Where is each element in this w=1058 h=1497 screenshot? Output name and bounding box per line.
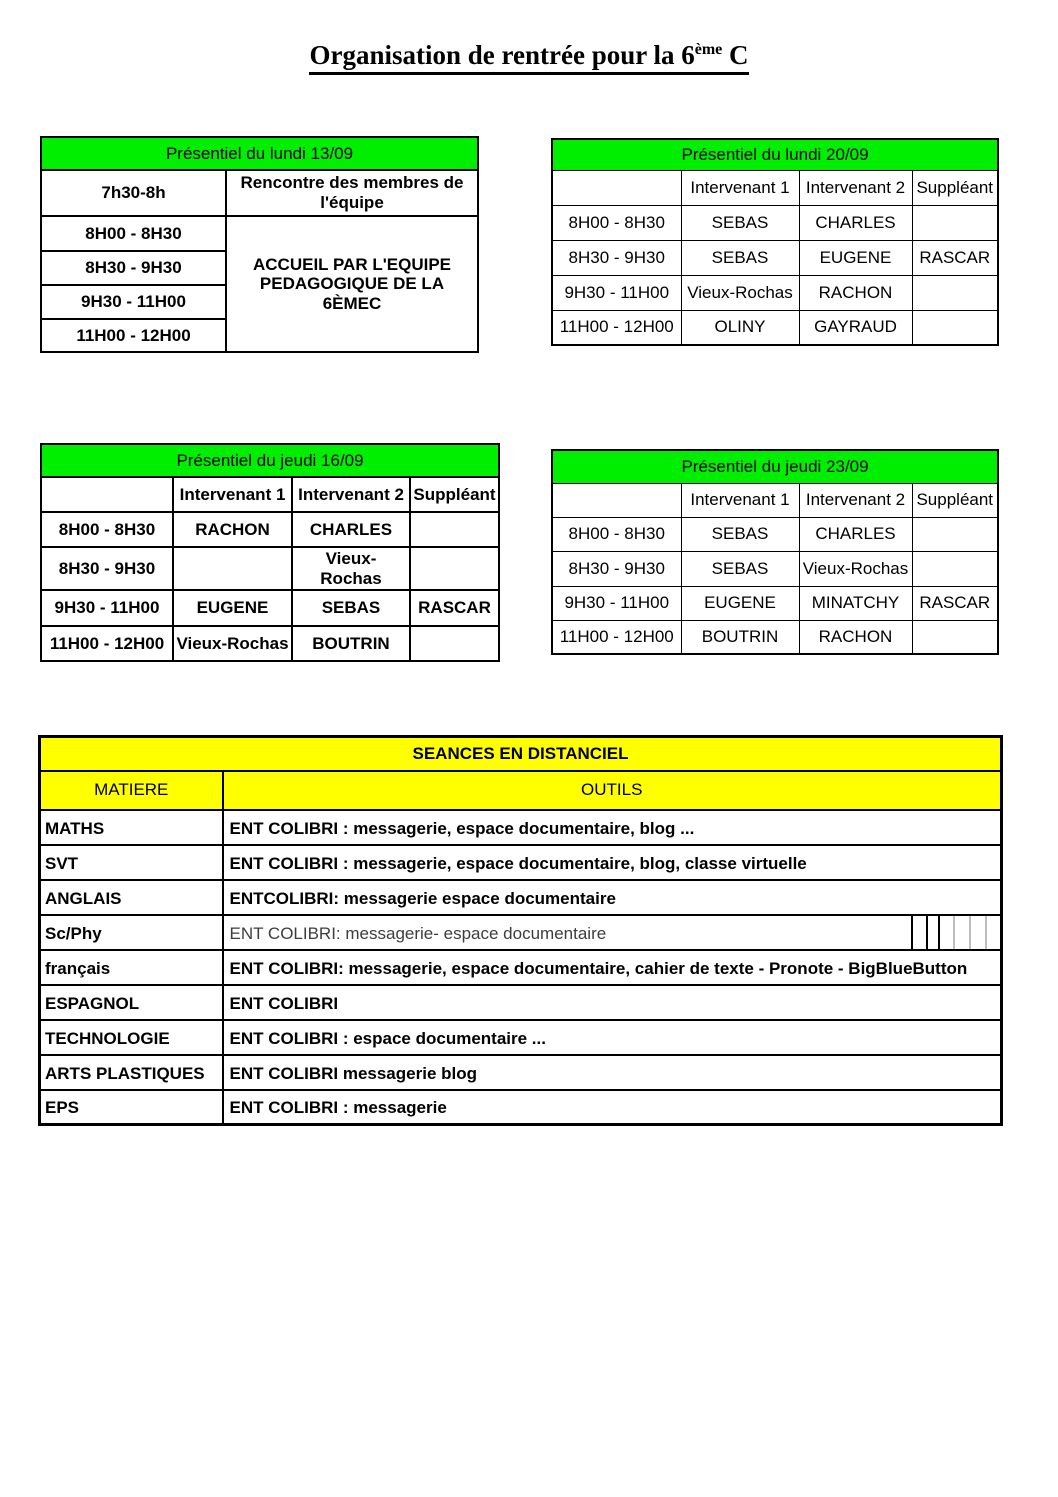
column-header-intervenant1: Intervenant 1 <box>681 170 799 205</box>
column-header-intervenant1: Intervenant 1 <box>681 483 799 517</box>
outils-cell: ENT COLIBRI : messagerie, espace documentaire, blog, classe virtuelle <box>223 845 1002 880</box>
intervenant2-cell: RACHON <box>799 620 912 654</box>
empty-mini-cells <box>911 916 1000 949</box>
suppleant-cell <box>912 620 998 654</box>
column-header-row <box>41 477 499 512</box>
outils-cell: ENT COLIBRI : messagerie <box>223 1090 1002 1125</box>
page-title <box>0 40 1058 75</box>
table-row <box>41 216 478 251</box>
time-cell: 8H30 - 9H30 <box>41 251 226 285</box>
intervenant1-cell <box>173 547 292 590</box>
intervenant1-cell: SEBAS <box>681 517 799 551</box>
suppleant-cell: RASCAR <box>912 240 998 275</box>
outils-cell: ENT COLIBRI messagerie blog <box>223 1055 1002 1090</box>
column-header-row <box>552 170 998 205</box>
matiere-cell: français <box>40 950 223 985</box>
intervenant2-cell: Vieux-Rochas <box>292 547 410 590</box>
time-cell: 9H30 - 11H00 <box>552 586 681 620</box>
table-title-row <box>40 737 1002 771</box>
table-row <box>41 170 478 216</box>
table-row <box>552 551 998 586</box>
table-header: Présentiel du lundi 13/09 <box>41 137 478 170</box>
intervenant1-cell: SEBAS <box>681 240 799 275</box>
merged-activity-cell: ACCUEIL PAR L'EQUIPE PEDAGOGIQUE DE LA 6ÈMEC <box>226 216 478 352</box>
intervenant1-cell: SEBAS <box>681 205 799 240</box>
title-suffix: C <box>722 40 749 70</box>
table-header-row <box>41 444 499 477</box>
intervenant2-cell: GAYRAUD <box>799 310 912 345</box>
time-cell: 11H00 - 12H00 <box>41 626 173 661</box>
matiere-cell: ESPAGNOL <box>40 985 223 1020</box>
time-cell: 8H00 - 8H30 <box>41 216 226 251</box>
matiere-cell: TECHNOLOGIE <box>40 1020 223 1055</box>
table-header: Présentiel du jeudi 16/09 <box>41 444 499 477</box>
time-cell: 9H30 - 11H00 <box>41 590 173 626</box>
title-superscript: ème <box>694 41 723 58</box>
time-cell: 8H30 - 9H30 <box>552 240 681 275</box>
presence-table-lundi-13 <box>40 136 479 353</box>
table-row <box>40 985 1002 1020</box>
suppleant-cell <box>912 517 998 551</box>
intervenant2-cell: SEBAS <box>292 590 410 626</box>
outils-cell: ENTCOLIBRI: messagerie espace documentaire <box>223 880 1002 915</box>
outils-text: ENT COLIBRI: messagerie- espace documentaire <box>229 923 607 943</box>
table-row <box>552 240 998 275</box>
intervenant1-cell: Vieux-Rochas <box>173 626 292 661</box>
matiere-cell: EPS <box>40 1090 223 1125</box>
column-header-intervenant2: Intervenant 2 <box>292 477 410 512</box>
distanciel-table <box>38 735 1003 1126</box>
empty-mini-cell <box>969 916 985 949</box>
time-cell: 11H00 - 12H00 <box>41 319 226 352</box>
time-cell: 9H30 - 11H00 <box>552 275 681 310</box>
table-header: Présentiel du jeudi 23/09 <box>552 450 998 483</box>
column-header-row <box>40 771 1002 810</box>
matiere-cell: ANGLAIS <box>40 880 223 915</box>
table-row <box>552 517 998 551</box>
table-row <box>41 590 499 626</box>
intervenant1-cell: SEBAS <box>681 551 799 586</box>
presence-table-jeudi-23 <box>551 449 999 655</box>
intervenant1-cell: EUGENE <box>173 590 292 626</box>
empty-mini-cell <box>985 916 1000 949</box>
table-header-row <box>552 139 998 170</box>
intervenant2-cell: Vieux-Rochas <box>799 551 912 586</box>
suppleant-cell <box>410 512 499 547</box>
table-row <box>552 310 998 345</box>
column-header-suppleant: Suppléant <box>410 477 499 512</box>
table-row <box>40 1020 1002 1055</box>
table-row <box>40 810 1002 845</box>
table-row <box>552 275 998 310</box>
matiere-cell: MATHS <box>40 810 223 845</box>
empty-mini-cell <box>926 916 938 949</box>
table-row <box>40 915 1002 950</box>
table-row <box>41 512 499 547</box>
table-header-row <box>552 450 998 483</box>
table-row <box>40 950 1002 985</box>
intervenant1-cell: EUGENE <box>681 586 799 620</box>
table-title: SEANCES EN DISTANCIEL <box>40 737 1002 771</box>
intervenant2-cell: CHARLES <box>799 517 912 551</box>
time-cell: 11H00 - 12H00 <box>552 620 681 654</box>
time-cell: 8H00 - 8H30 <box>552 205 681 240</box>
outils-cell: ENT COLIBRI : messagerie, espace documentaire, blog ... <box>223 810 1002 845</box>
intervenant1-cell: RACHON <box>173 512 292 547</box>
table-row <box>552 620 998 654</box>
matiere-cell: SVT <box>40 845 223 880</box>
empty-corner-cell <box>552 483 681 517</box>
suppleant-cell: RASCAR <box>912 586 998 620</box>
column-header-intervenant2: Intervenant 2 <box>799 483 912 517</box>
matiere-cell: Sc/Phy <box>40 915 223 950</box>
table-row <box>40 845 1002 880</box>
matiere-cell: ARTS PLASTIQUES <box>40 1055 223 1090</box>
empty-corner-cell <box>552 170 681 205</box>
table-header-row <box>41 137 478 170</box>
time-cell: 11H00 - 12H00 <box>552 310 681 345</box>
column-header-matiere: MATIERE <box>40 771 223 810</box>
time-cell: 9H30 - 11H00 <box>41 285 226 319</box>
intervenant1-cell: Vieux-Rochas <box>681 275 799 310</box>
table-header: Présentiel du lundi 20/09 <box>552 139 998 170</box>
outils-cell <box>223 915 1002 950</box>
suppleant-cell <box>912 310 998 345</box>
intervenant2-cell: MINATCHY <box>799 586 912 620</box>
column-header-outils: OUTILS <box>223 771 1002 810</box>
empty-mini-cell <box>953 916 969 949</box>
suppleant-cell <box>410 547 499 590</box>
table-row <box>41 547 499 590</box>
column-header-suppleant: Suppléant <box>912 170 998 205</box>
table-row <box>552 205 998 240</box>
time-cell: 7h30-8h <box>41 170 226 216</box>
column-header-row <box>552 483 998 517</box>
outils-cell: ENT COLIBRI : espace documentaire ... <box>223 1020 1002 1055</box>
suppleant-cell <box>912 205 998 240</box>
table-row <box>41 626 499 661</box>
intervenant2-cell: EUGENE <box>799 240 912 275</box>
table-row <box>40 1090 1002 1125</box>
column-header-intervenant1: Intervenant 1 <box>173 477 292 512</box>
outils-cell: ENT COLIBRI: messagerie, espace documentaire, cahier de texte - Pronote - BigBlueButton <box>223 950 1002 985</box>
time-cell: 8H30 - 9H30 <box>552 551 681 586</box>
page-title-text <box>309 40 748 75</box>
intervenant2-cell: BOUTRIN <box>292 626 410 661</box>
intervenant1-cell: BOUTRIN <box>681 620 799 654</box>
presence-table-jeudi-16 <box>40 443 500 662</box>
intervenant2-cell: RACHON <box>799 275 912 310</box>
column-header-intervenant2: Intervenant 2 <box>799 170 912 205</box>
suppleant-cell <box>912 551 998 586</box>
suppleant-cell <box>410 626 499 661</box>
suppleant-cell: RASCAR <box>410 590 499 626</box>
column-header-suppleant: Suppléant <box>912 483 998 517</box>
table-row <box>40 880 1002 915</box>
intervenant2-cell: CHARLES <box>799 205 912 240</box>
activity-cell: Rencontre des membres de l'équipe <box>226 170 478 216</box>
empty-corner-cell <box>41 477 173 512</box>
table-row <box>40 1055 1002 1090</box>
time-cell: 8H00 - 8H30 <box>41 512 173 547</box>
suppleant-cell <box>912 275 998 310</box>
empty-mini-cell <box>911 916 926 949</box>
intervenant2-cell: CHARLES <box>292 512 410 547</box>
time-cell: 8H30 - 9H30 <box>41 547 173 590</box>
outils-cell: ENT COLIBRI <box>223 985 1002 1020</box>
intervenant1-cell: OLINY <box>681 310 799 345</box>
title-main: Organisation de rentrée pour la 6 <box>309 40 695 70</box>
empty-mini-cell <box>938 916 953 949</box>
table-row <box>552 586 998 620</box>
presence-table-lundi-20 <box>551 138 999 346</box>
time-cell: 8H00 - 8H30 <box>552 517 681 551</box>
